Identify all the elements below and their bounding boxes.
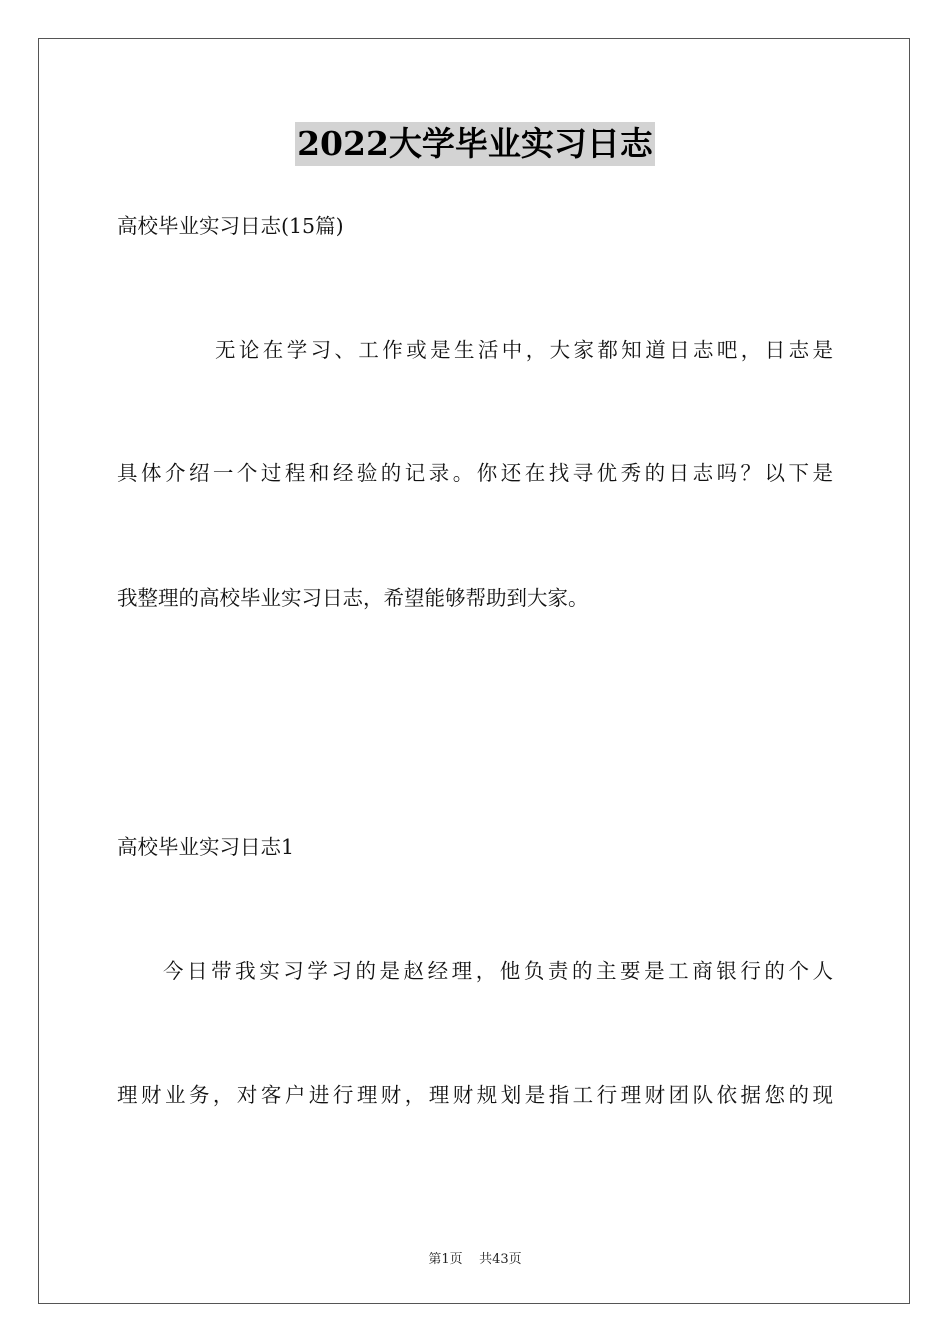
section-heading: 高校毕业实习日志1 (117, 835, 295, 859)
document-title: 2022大学毕业实习日志 (295, 122, 655, 166)
intro-line-3: 我整理的高校毕业实习日志，希望能够帮助到大家。 (117, 586, 589, 610)
document-subtitle: 高校毕业实习日志(15篇) (117, 214, 344, 238)
intro-line-2: 具体介绍一个过程和经验的记录。你还在找寻优秀的日志吗？以下是 (117, 461, 833, 485)
section-line-2: 理财业务，对客户进行理财，理财规划是指工行理财团队依据您的现 (117, 1083, 833, 1107)
total-pages: 共43页 (479, 1252, 522, 1267)
intro-line-1: 无论在学习、工作或是生活中，大家都知道日志吧，日志是 (215, 338, 833, 362)
title-container (0, 122, 950, 166)
section-line-1: 今日带我实习学习的是赵经理，他负责的主要是工商银行的个人 (163, 959, 833, 983)
page-footer (0, 1248, 950, 1267)
page-number: 第1页 (428, 1252, 463, 1267)
